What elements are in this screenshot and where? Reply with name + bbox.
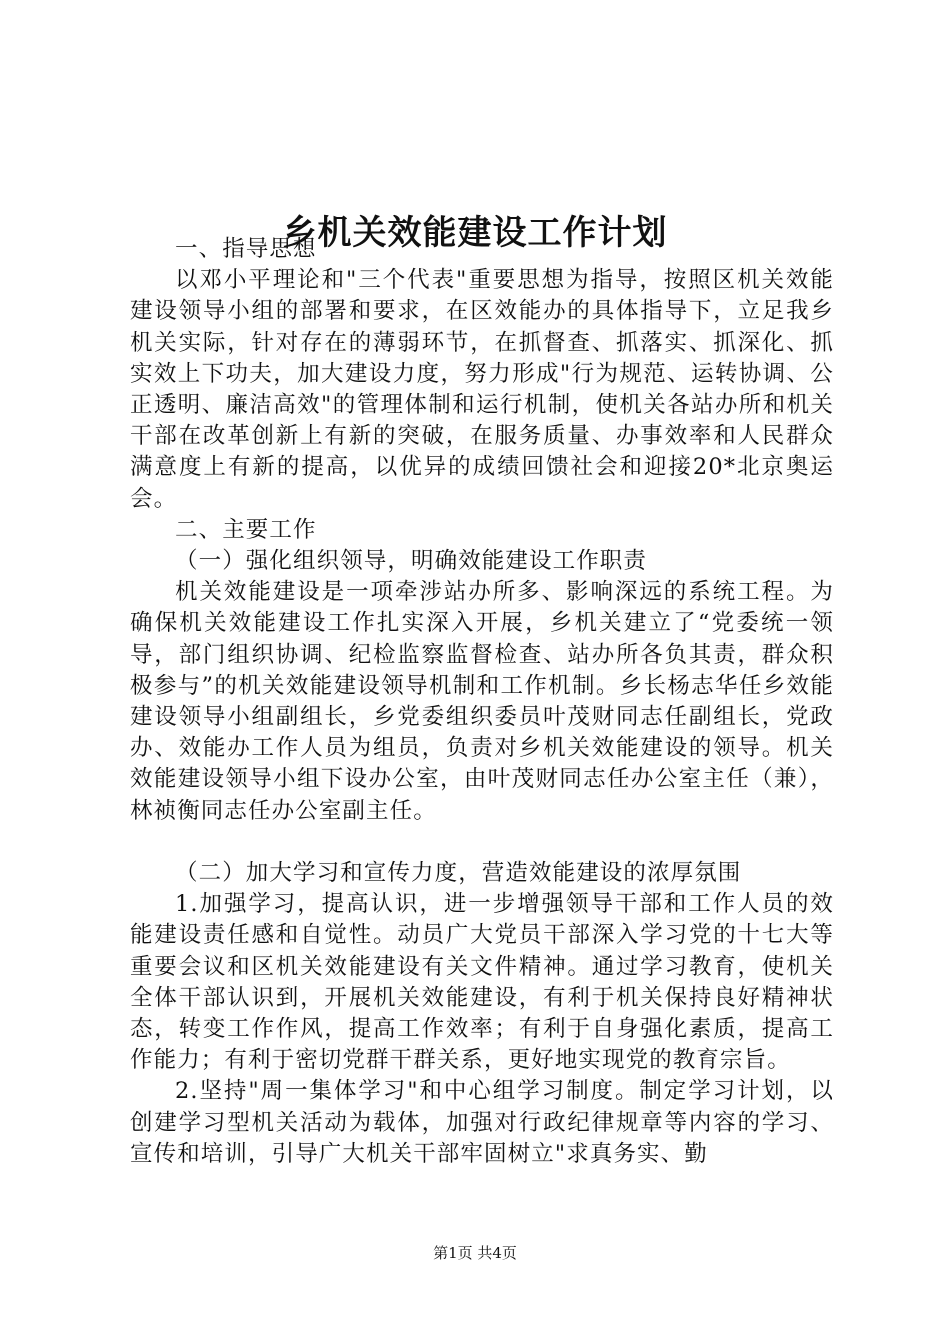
page-number-footer: 第1页 共4页 <box>433 1244 517 1262</box>
section-heading-guiding-ideology: 一、指导思想 <box>175 236 317 262</box>
section-heading-main-work: 二、主要工作 <box>175 516 317 543</box>
paragraph: 2.坚持"周一集体学习"和中心组学习制度。制定学习计划，以创建学习型机关活动为载体，加强对行政纪律规章等内容的学习、宣传和培训，引导广大机关干部牢固树立"求真务实、勤 <box>130 1078 834 1167</box>
paragraph: 以邓小平理论和"三个代表"重要思想为指导，按照区机关效能建设领导小组的部署和要求，在区效能办的具体指导下，立足我乡机关实际，针对存在的薄弱环节，在抓督查、抓落实、抓深化、抓实效上下功夫，加大建设力度，努力形成"行为规范、运转协调、公正透明、廉洁高效"的管理体制和运行机制，使机关各站办所和机关干部在改革创新上有新的突破，在服务质量、办事效率和人民群众满意度上有新的提高，以优异的成绩回馈社会和迎接20*北京奥运会。 <box>130 267 834 512</box>
paragraph: 机关效能建设是一项牵涉站办所多、影响深远的系统工程。为确保机关效能建设工作扎实深入开展，乡机关建立了“党委统一领导，部门组织协调、纪检监察监督检查、站办所各负其责，群众积极参与”的机关效能建设领导机制和工作机制。乡长杨志华任乡效能建设领导小组副组长，乡党委组织委员叶茂财同志任副组长，党政办、效能办工作人员为组员，负责对乡机关效能建设的领导。机关效能建设领导小组下设办公室，由叶茂财同志任办公室主任（兼），林祯衡同志任办公室副主任。 <box>130 579 834 824</box>
document-title: 乡机关效能建设工作计划 <box>282 212 668 253</box>
subsection-heading-study-publicity: （二）加大学习和宣传力度，营造效能建设的浓厚氛围 <box>175 860 742 887</box>
subsection-heading-organization: （一）强化组织领导，明确效能建设工作职责 <box>175 548 648 575</box>
paragraph: 1.加强学习，提高认识，进一步增强领导干部和工作人员的效能建设责任感和自觉性。动员广大党员干部深入学习党的十七大等重要会议和区机关效能建设有关文件精神。通过学习教育，使机关全体干部认识到，开展机关效能建设，有利于机关保持良好精神状态，转变工作作风，提高工作效率；有利于自身强化素质，提高工作能力；有利于密切党群干群关系，更好地实现党的教育宗旨。 <box>130 891 834 1074</box>
document-body <box>130 234 834 1170</box>
